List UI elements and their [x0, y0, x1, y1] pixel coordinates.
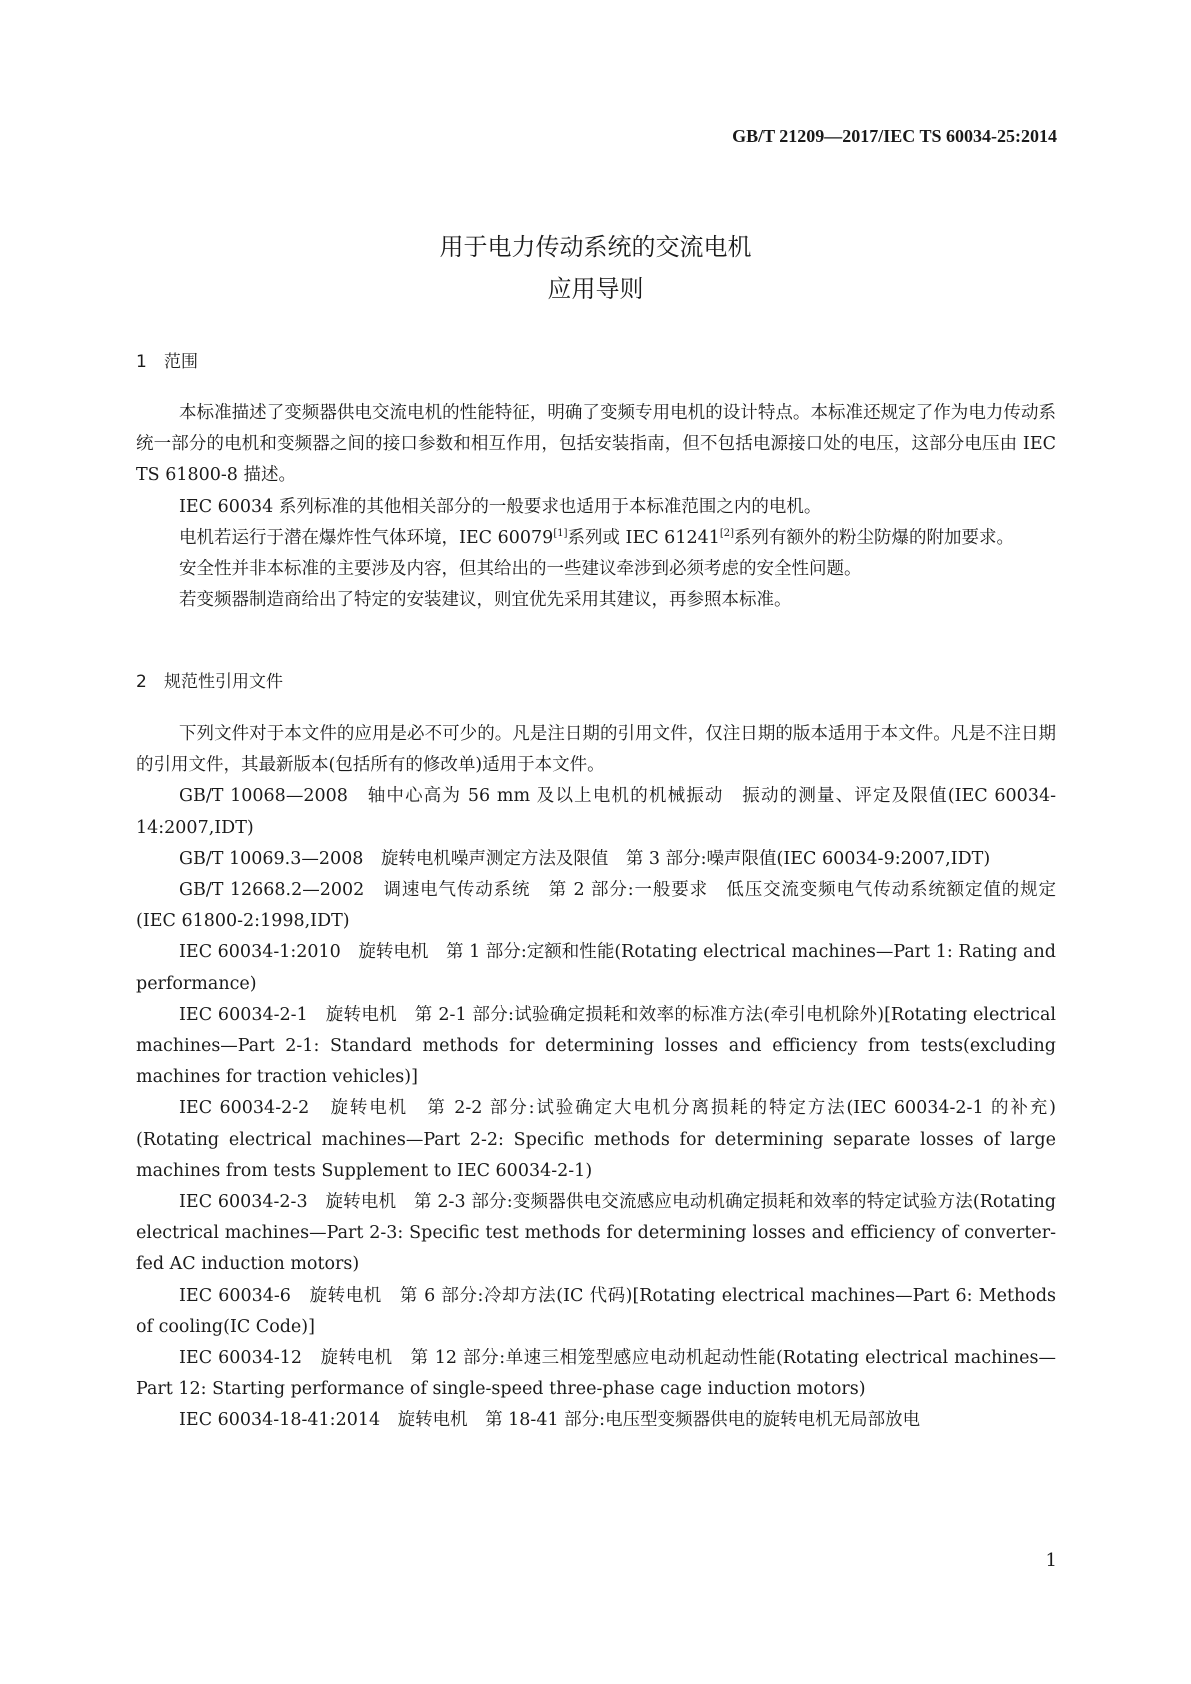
section-1-title: 范围 [164, 352, 198, 372]
section-1-heading [136, 347, 198, 372]
reference-item: IEC 60034-18-41:2014 旋转电机 第 18-41 部分:电压型变频器供电的旋转电机无局部放电 [179, 1410, 921, 1431]
reference-item: GB/T 12668.2—2002 调速电气传动系统 第 2 部分:一般要求 低压交流变频电气传动系统额定值的规定(IEC 61800-2:1998,IDT) [136, 880, 1056, 932]
scope-paragraph-2: IEC 60034 系列标准的其他相关部分的一般要求也适用于本标准范围之内的电机。 [179, 496, 822, 517]
section-2-body [136, 719, 1056, 1437]
reference-marker-2: [2] [719, 527, 735, 539]
reference-item: GB/T 10069.3—2008 旋转电机噪声测定方法及限值 第 3 部分:噪声限值(IEC 60034-9:2007,IDT) [179, 848, 991, 869]
reference-item: IEC 60034-2-3 旋转电机 第 2-3 部分:变频器供电交流感应电动机确定损耗和效率的特定试验方法(Rotating electrical machines—Part 2-3: Specific test methods for determining losses and efficiency of converter-fed AC induction motors) [136, 1192, 1056, 1275]
scope-paragraph-3-part-b: 系列或 IEC 61241 [567, 527, 720, 548]
reference-marker-1: [1] [553, 527, 568, 539]
scope-paragraph-1: 本标准描述了变频器供电交流电机的性能特征，明确了变频专用电机的设计特点。本标准还规定了作为电力传动系统一部分的电机和变频器之间的接口参数和相互作用，包括安装指南，但不包括电源接口处的电压，这部分电压由 IEC TS 61800-8 描述。 [136, 403, 1056, 486]
scope-paragraph-3-part-a: 电机若运行于潜在爆炸性气体环境，IEC 60079 [179, 527, 554, 548]
section-2-title: 规范性引用文件 [164, 672, 283, 692]
reference-item: GB/T 10068—2008 轴中心高为 56 mm 及以上电机的机械振动 振动的测量、评定及限值(IEC 60034-14:2007,IDT) [136, 786, 1056, 838]
document-title [0, 226, 1191, 310]
normative-intro: 下列文件对于本文件的应用是必不可少的。凡是注日期的引用文件，仅注日期的版本适用于本文件。凡是不注日期的引用文件，其最新版本(包括所有的修改单)适用于本文件。 [136, 724, 1056, 776]
scope-paragraph-5: 若变频器制造商给出了特定的安装建议，则宜优先采用其建议，再参照本标准。 [179, 590, 792, 611]
standard-code: GB/T 21209—2017/IEC TS 60034-25:2014 [732, 126, 1057, 146]
section-2-number: 2 [136, 672, 147, 692]
reference-item: IEC 60034-1:2010 旋转电机 第 1 部分:定额和性能(Rotating electrical machines—Part 1: Rating and performance) [136, 942, 1056, 994]
reference-item: IEC 60034-6 旋转电机 第 6 部分:冷却方法(IC 代码)[Rotating electrical machines—Part 6: Methods of cooling(IC Code)] [136, 1285, 1056, 1337]
scope-paragraph-4: 安全性并非本标准的主要涉及内容，但其给出的一些建议牵涉到必须考虑的安全性问题。 [179, 559, 862, 580]
reference-item: IEC 60034-12 旋转电机 第 12 部分:单速三相笼型感应电动机起动性能(Rotating electrical machines—Part 12: Starting performance of single-speed three-phase cage induction motors) [136, 1348, 1056, 1400]
scope-paragraph-3-part-c: 系列有额外的粉尘防爆的附加要求。 [734, 527, 1015, 548]
section-2-heading [136, 667, 283, 692]
page-number: 1 [1045, 1550, 1057, 1571]
reference-item: IEC 60034-2-1 旋转电机 第 2-1 部分:试验确定损耗和效率的标准方法(牵引电机除外)[Rotating electrical machines—Part 2-1: Standard methods for determining losses and efficiency from tests(excluding machines for traction vehicles)] [136, 1004, 1056, 1088]
scope-paragraph-3 [136, 523, 1056, 554]
section-1-body [136, 398, 1056, 616]
reference-item: IEC 60034-2-2 旋转电机 第 2-2 部分:试验确定大电机分离损耗的特定方法(IEC 60034-2-1 的补充)(Rotating electrical machines—Part 2-2: Specific methods for determining separate losses of large machines from tests Supplement to IEC 60034-2-1) [136, 1098, 1056, 1181]
title-line-1: 用于电力传动系统的交流电机 [439, 233, 752, 261]
title-line-2: 应用导则 [547, 275, 644, 303]
section-1-number: 1 [136, 352, 147, 372]
